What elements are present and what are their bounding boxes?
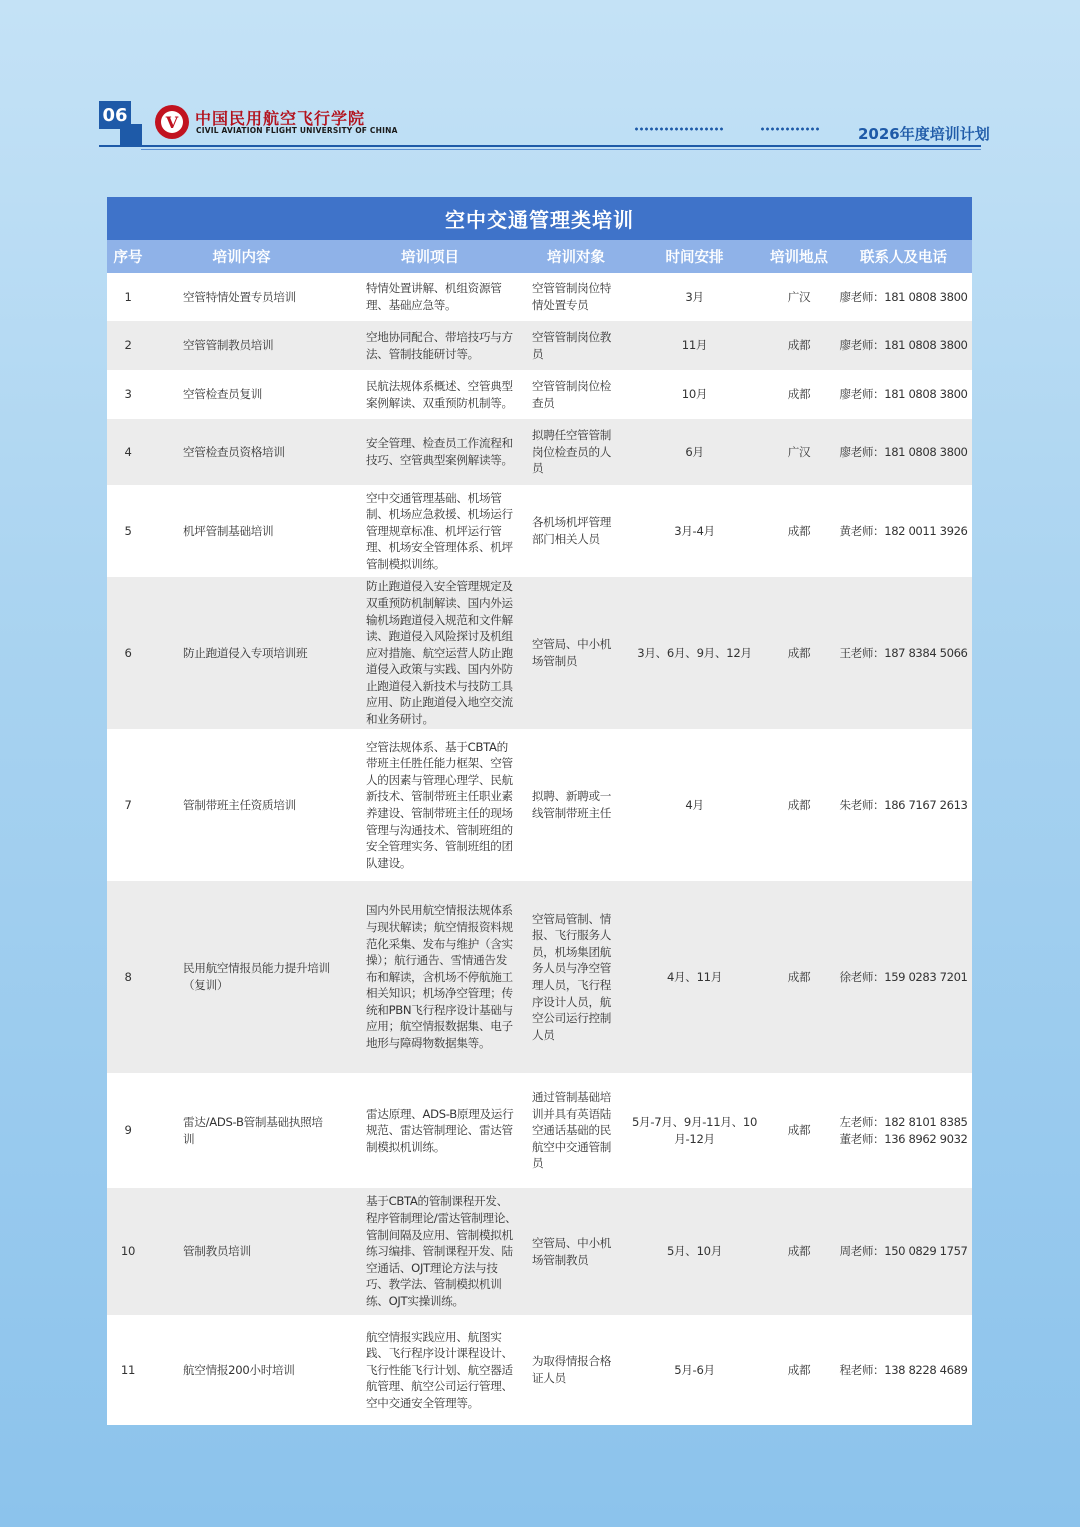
training-content: 管制带班主任资质培训 [149,729,334,881]
column-header-time: 时间安排 [626,240,763,273]
training-contact: 廖老师：181 0808 3800 [835,419,972,485]
training-place: 成都 [763,370,835,419]
training-items: 空地协同配合、带培技巧与方法、管制技能研讨等。 [334,321,526,370]
training-contact: 黄老师：182 0011 3926 [835,485,972,577]
training-items: 特情处置讲解、机组资源管理、基础应急等。 [334,273,526,321]
training-time: 10月 [626,370,763,419]
training-content: 空管检查员资格培训 [149,419,334,485]
header-divider [99,145,981,147]
training-time: 3月、6月、9月、12月 [626,577,763,729]
training-contact: 左老师：182 8101 8385 董老师：136 8962 9032 [835,1073,972,1188]
training-content: 空管检查员复训 [149,370,334,419]
training-items: 安全管理、检查员工作流程和技巧、空管典型案例解读等。 [334,419,526,485]
row-number: 1 [107,273,149,321]
training-place: 成都 [763,577,835,729]
training-content: 机坪管制基础培训 [149,485,334,577]
decorative-dots [634,127,724,131]
table-row [107,485,972,577]
training-content: 空管特情处置专员培训 [149,273,334,321]
training-time: 11月 [626,321,763,370]
university-name-en: CIVIL AVIATION FLIGHT UNIVERSITY OF CHINA [196,126,398,135]
training-place: 成都 [763,881,835,1073]
training-items: 航空情报实践应用、航图实践、飞行程序设计课程设计、飞行性能飞行计划、航空器适航管理、航空公司运行管理、空中交通安全管理等。 [334,1315,526,1425]
training-target: 空管管制岗位教员 [526,321,626,370]
training-target: 通过管制基础培训并具有英语陆空通话基础的民航空中交通管制员 [526,1073,626,1188]
table-row [107,577,972,729]
training-time: 5月-7月、9月-11月、10月-12月 [626,1073,763,1188]
row-number: 11 [107,1315,149,1425]
table-row [107,1188,972,1315]
logo-emblem-letter: V [161,111,183,133]
training-target: 空管管制岗位检查员 [526,370,626,419]
row-number: 4 [107,419,149,485]
training-place: 成都 [763,1315,835,1425]
training-time: 5月、10月 [626,1188,763,1315]
training-items: 雷达原理、ADS-B原理及运行规范、雷达管制理论、雷达管制模拟机训练。 [334,1073,526,1188]
training-time: 4月、11月 [626,881,763,1073]
training-content: 民用航空情报员能力提升培训（复训） [149,881,334,1073]
row-number: 3 [107,370,149,419]
table-row [107,1073,972,1188]
table-row [107,370,972,419]
training-items: 防止跑道侵入安全管理规定及双重预防机制解读、国内外运输机场跑道侵入规范和文件解读、跑道侵入风险探讨及机组应对措施、航空运营人防止跑道侵入政策与实践、国内外防止跑道侵入新技术与技防工具应用、防止跑道侵入地空交流和业务研讨。 [334,577,526,729]
training-place: 成都 [763,729,835,881]
training-target: 空管管制岗位特情处置专员 [526,273,626,321]
training-place: 广汉 [763,273,835,321]
row-number: 8 [107,881,149,1073]
training-target: 拟聘任空管管制岗位检查员的人员 [526,419,626,485]
training-time: 5月-6月 [626,1315,763,1425]
header-divider-thin [141,149,981,150]
training-contact: 周老师：150 0829 1757 [835,1188,972,1315]
training-time: 6月 [626,419,763,485]
training-target: 空管局、中小机场管制员 [526,577,626,729]
training-time: 3月 [626,273,763,321]
training-items: 空管法规体系、基于CBTA的带班主任胜任能力框架、空管人的因素与管理心理学、民航新技术、管制带班主任职业素养建设、管制带班主任的现场管理与沟通技术、管制班组的安全管理实务、管制班组的团队建设。 [334,729,526,881]
training-contact: 朱老师：186 7167 2613 [835,729,972,881]
table-row [107,881,972,1073]
row-number: 10 [107,1188,149,1315]
training-place: 成都 [763,321,835,370]
column-header-contact: 联系人及电话 [835,240,972,273]
training-contact: 廖老师：181 0808 3800 [835,273,972,321]
training-items: 空中交通管理基础、机场管制、机场应急救援、机场运行管理规章标准、机坪运行管理、机场安全管理体系、机坪管制模拟训练。 [334,485,526,577]
training-target: 拟聘、新聘或一线管制带班主任 [526,729,626,881]
training-items: 基于CBTA的管制课程开发、程序管制理论/雷达管制理论、管制间隔及应用、管制模拟机练习编排、管制课程开发、陆空通话、OJT理论方法与技巧、教学法、管制模拟机训练、OJT实操训练。 [334,1188,526,1315]
page-header [0,0,1080,160]
training-items: 国内外民用航空情报法规体系与现状解读；航空情报资料规范化采集、发布与维护（含实操）；航行通告、雪情通告发布和解读，含机场不停航施工相关知识；机场净空管理；传统和PBN飞行程序设计基础与应用；航空情报数据集、电子地形与障碍物数据集等。 [334,881,526,1073]
university-name-cn: 中国民用航空飞行学院 [195,109,366,128]
training-target: 各机场机坪管理部门相关人员 [526,485,626,577]
row-number: 9 [107,1073,149,1188]
table-row [107,419,972,485]
training-content: 航空情报200小时培训 [149,1315,334,1425]
training-contact: 王老师：187 8384 5066 [835,577,972,729]
table-row [107,273,972,321]
page-number: 06 [99,101,131,129]
row-number: 5 [107,485,149,577]
column-header-place: 培训地点 [763,240,835,273]
training-target: 空管局管制、情报、飞行服务人员，机场集团航务人员与净空管理人员，飞行程序设计人员，航空公司运行控制人员 [526,881,626,1073]
training-items: 民航法规体系概述、空管典型案例解读、双重预防机制等。 [334,370,526,419]
table-row [107,729,972,881]
training-target: 空管局、中小机场管制教员 [526,1188,626,1315]
table-row [107,1315,972,1425]
training-content: 雷达/ADS-B管制基础执照培训 [149,1073,334,1188]
training-place: 广汉 [763,419,835,485]
row-number: 2 [107,321,149,370]
column-header-items: 培训项目 [334,240,526,273]
row-number: 6 [107,577,149,729]
training-time: 3月-4月 [626,485,763,577]
column-header-no: 序号 [107,240,149,273]
training-place: 成都 [763,485,835,577]
decorative-dots [760,127,820,131]
training-place: 成都 [763,1073,835,1188]
training-place: 成都 [763,1188,835,1315]
training-contact: 廖老师：181 0808 3800 [835,370,972,419]
column-header-target: 培训对象 [526,240,626,273]
training-table-section [107,197,972,1425]
training-contact: 徐老师：159 0283 7201 [835,881,972,1073]
university-logo-icon [155,105,189,139]
training-time: 4月 [626,729,763,881]
training-content: 空管管制教员培训 [149,321,334,370]
training-content: 防止跑道侵入专项培训班 [149,577,334,729]
table-row [107,321,972,370]
column-header-content: 培训内容 [149,240,334,273]
training-contact: 程老师：138 8228 4689 [835,1315,972,1425]
training-target: 为取得情报合格证人员 [526,1315,626,1425]
training-content: 管制教员培训 [149,1188,334,1315]
table-title: 空中交通管理类培训 [107,197,972,240]
training-contact: 廖老师：181 0808 3800 [835,321,972,370]
training-table [107,240,972,1425]
row-number: 7 [107,729,149,881]
table-header-row [107,240,972,273]
plan-title: 2026年度培训计划 [858,125,990,143]
